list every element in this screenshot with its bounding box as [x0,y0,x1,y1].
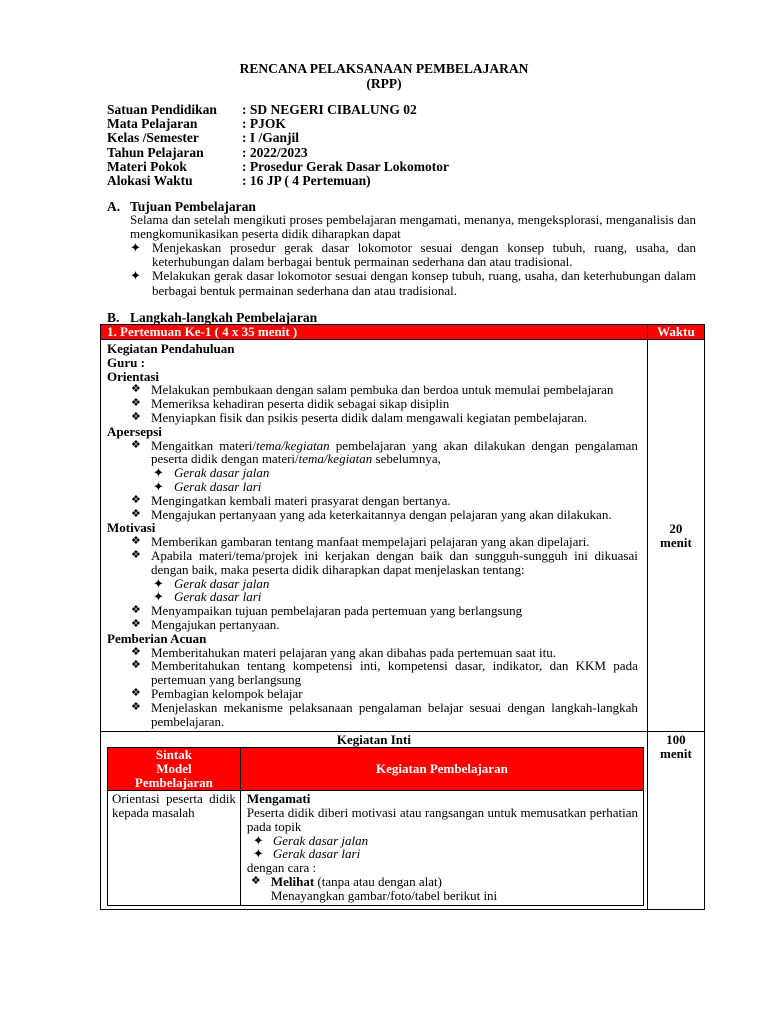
star-bullet-icon: ✦ [153,589,164,605]
diamond-bullet-icon: ❖ [131,507,141,520]
list-item [107,701,642,729]
list-item [107,439,642,467]
star-bullet-icon: ✦ [153,575,164,591]
meta-row [107,117,449,131]
motivasi-heading: Motivasi [107,520,156,536]
meta-row [107,160,449,174]
dengan-cara: dengan cara : [246,860,317,876]
section-title: Tujuan Pembelajaran [130,199,256,214]
section-title: Langkah-langkah Pembelajaran [130,310,318,325]
menayangkan-text: Menayangkan gambar/foto/tabel berikut ini [270,887,498,903]
sub-item-text: Gerak dasar lari [174,478,262,494]
sintak-header: Sintak Model Pembelajaran [108,748,241,791]
melihat-bold: Melihat [270,873,315,889]
diamond-bullet-icon: ❖ [131,493,141,506]
mengamati-desc: Peserta didik diberi motivasi atau rangsangan untuk memusatkan perhatian pada topik [246,804,638,834]
list-item-text: Mengingatkan kembali materi prasyarat dengan bertanya. [151,492,451,508]
list-item-text: Memeriksa kehadiran peserta didik sebagai sikap disiplin [151,396,450,412]
list-item [107,411,642,425]
sub-list-item [107,466,642,480]
meeting-header: 1. Pertemuan Ke-1 ( 4 x 35 menit ) [101,325,648,340]
meta-row [107,131,449,145]
sub-list-item [247,834,638,848]
meta-value: : 16 JP ( 4 Pertemuan) [242,173,371,189]
meta-value: : PJOK [242,116,286,132]
meta-label: Mata Pelajaran [107,116,198,132]
list-item-text: Pembagian kelompok belajar [151,685,303,701]
sintak-text: Orientasi peserta didik kepada masalah [112,791,236,820]
sub-list-item [107,577,642,591]
inner-row [108,791,644,906]
meta-row [107,146,449,160]
mengamati-heading: Mengamati [246,791,311,807]
sub-item-text: Gerak dasar lari [272,846,361,862]
list-item-text: Memberikan gambaran tentang manfaat mempelajari pelajaran yang akan dipelajari. [151,534,590,550]
list-item [107,535,642,549]
diamond-bullet-icon: ❖ [131,383,141,396]
list-item-text: Apabila materi/tema/projek ini kerjakan dengan baik dan sungguh-sungguh ini dikuasai dengan baik, maka peserta didik diharapkan dapat menjelaskan tentang: [151,547,638,577]
list-item-text: Melakukan gerak dasar lokomotor sesuai dengan konsep tubuh, ruang, usaha, dan keterhubungan dalam berbagai bentuk permainan sederhana dan atau tradisional. [152,268,696,298]
star-bullet-icon: ✦ [252,846,264,862]
list-item-text: Menjekaskan prosedur gerak dasar lokomotor sesuai dengan konsep tubuh, ruang, usaha, dan keterhubungan dalam berbagai bentuk permainan sederhana dan atau tradisional. [152,240,696,270]
sub-list-item [107,590,642,604]
meta-row [107,103,449,117]
list-item [130,269,696,297]
pendahuluan-cell [101,340,648,732]
diamond-bullet-icon: ❖ [250,874,261,887]
star-bullet-icon: ✦ [153,478,164,494]
kegiatan-cell [240,791,643,906]
list-item-text: Memberitahukan tentang kompetensi inti, kompetensi dasar, indikator, dan KKM pada pertemuan yang berlangsung [151,658,638,688]
kegiatan-header: Kegiatan Pembelajaran [240,748,643,791]
diamond-bullet-icon: ❖ [131,397,141,410]
list-item [107,397,642,411]
table-header-row [101,325,705,340]
diamond-bullet-icon: ❖ [131,700,141,713]
meta-value: : I /Ganjil [242,130,300,146]
lesson-steps-table [100,324,705,910]
sub-list-item [247,847,638,861]
list-item [107,383,642,397]
sub-item-text: Gerak dasar jalan [272,832,369,848]
list-item-text: Mengaitkan materi/ [151,437,257,453]
list-item-text: Menyiapkan fisik dan psikis peserta didik dalam mengawali kegiatan pembelajaran. [151,409,588,425]
apersepsi-heading: Apersepsi [107,423,162,439]
sub-item-text: Gerak dasar jalan [174,465,270,481]
inti-cell [101,732,648,910]
diamond-bullet-icon: ❖ [131,535,141,548]
meta-label: Materi Pokok [107,158,187,174]
acuan-heading: Pemberian Acuan [107,630,207,646]
sub-item-text: Gerak dasar jalan [174,575,270,591]
list-item-text: Menjelaskan mekanisme pelaksanaan pengalaman belajar sesuai dengan langkah-langkah pembelajaran. [151,699,638,729]
tujuan-intro: Selama dan setelah mengikuti proses pembelajaran mengamati, menanya, mengeksplorasi, menganalisis dan mengkomunikasikan peserta didik diharapkan dapat [130,212,696,242]
list-item [130,241,696,269]
list-item-text-italic: tema/kegiatan [298,451,373,467]
meta-label: Kelas /Semester [107,130,199,146]
list-item-text: sebelumnya, [372,451,441,467]
meta-value: : 2022/2023 [242,144,308,160]
list-item-text: Melakukan pembukaan dengan salam pembuka dan berdoa untuk memulai pembelajaran [151,382,614,398]
meta-label: Satuan Pendidikan [107,102,217,117]
list-item-text: Mengajukan pertanyaan. [151,616,280,632]
pendahuluan-row [101,340,705,732]
meta-label: Alokasi Waktu [107,173,193,189]
inti-title: Kegiatan Inti [336,732,411,748]
waktu-header: Waktu [647,325,704,340]
star-bullet-icon: ✦ [252,832,264,848]
meta-value: : SD NEGERI CIBALUNG 02 [242,102,417,117]
list-item-text: Menyampaikan tujuan pembelajaran pada pertemuan yang berlangsung [151,603,523,619]
list-item [107,508,642,522]
diamond-bullet-icon: ❖ [131,604,141,617]
star-bullet-icon: ✦ [130,268,141,284]
identity-block [107,103,449,188]
meta-value: : Prosedur Gerak Dasar Lokomotor [242,158,449,174]
sintak-cell [108,791,241,906]
meta-label: Tahun Pelajaran [107,144,204,160]
orientasi-heading: Orientasi [107,368,159,384]
doc-title: RENCANA PELAKSANAAN PEMBELAJARAN [239,61,529,76]
diamond-bullet-icon: ❖ [131,617,141,630]
diamond-bullet-icon: ❖ [131,410,141,423]
diamond-bullet-icon: ❖ [131,686,141,699]
sub-item-text: Gerak dasar lari [174,589,262,605]
melihat-rest: (tanpa atau dengan alat) [314,873,442,889]
star-bullet-icon: ✦ [130,240,141,255]
pendahuluan-title: Kegiatan Pendahuluan [107,341,235,356]
inti-waktu: 100 menit [647,732,704,910]
diamond-bullet-icon: ❖ [131,659,141,672]
diamond-bullet-icon: ❖ [131,548,141,561]
sub-list-item [107,480,642,494]
list-item [107,549,642,577]
list-item-text-italic: tema/kegiatan [256,437,330,453]
pendahuluan-waktu: 20 menit [647,340,704,732]
tujuan-list [130,241,696,298]
inti-inner-table [107,747,644,906]
diamond-bullet-icon: ❖ [131,645,141,658]
list-item [107,646,642,660]
section-number: A. [107,199,121,214]
doc-subtitle: (RPP) [366,76,402,91]
list-item [107,659,642,687]
list-item [107,687,642,701]
list-item [247,875,638,889]
list-item [107,618,642,632]
inti-row [101,732,705,910]
meta-row [107,174,449,188]
diamond-bullet-icon: ❖ [131,438,141,451]
list-item [107,494,642,508]
star-bullet-icon: ✦ [153,465,164,481]
inner-header-row [108,748,644,791]
list-item-text: pembelajaran yang akan dilakukan dengan pengalaman peserta didik dengan materi/ [151,437,638,467]
list-item-text: Memberitahukan materi pelajaran yang akan dibahas pada pertemuan saat itu. [151,644,556,660]
guru-label: Guru : [107,354,145,370]
list-item [107,604,642,618]
list-item-text: Mengajukan pertanyaan yang ada keterkaitannya dengan pelajaran yang akan dilakukan. [151,506,612,522]
section-number: B. [107,310,120,325]
